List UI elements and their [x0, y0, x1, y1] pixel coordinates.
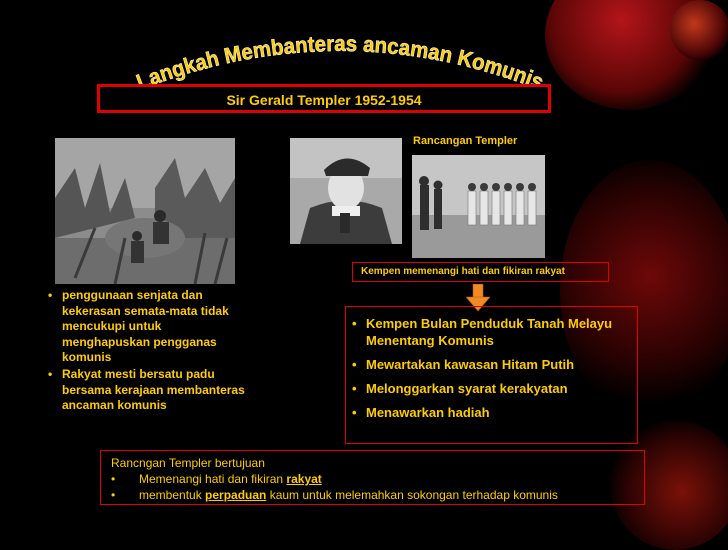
bullet-icon: • [48, 366, 53, 381]
left-bullet-1: penggunaan senjata dan kekerasan semata-mata tidak mencukupi untuk menghapuskan pengganas komunis [62, 288, 229, 365]
campaign-box [352, 262, 609, 282]
right-bullet-4: Menawarkan hadiah [366, 405, 490, 420]
banner-text: Sir Gerald Templer 1952-1954 [226, 92, 422, 108]
rakyat-link[interactable]: rakyat [286, 472, 322, 486]
jungle-soldiers-photo [55, 138, 235, 284]
bullet-icon: • [48, 288, 53, 302]
list-item [352, 380, 633, 397]
campaign-label: Kempen memenangi hati dan fikiran rakyat [361, 266, 565, 277]
goal-item-1-text: Memenangi hati dan fikiran [139, 472, 287, 486]
bullet-icon: • [111, 488, 116, 502]
list-item [352, 315, 633, 349]
goal-heading: Rancngan Templer bertujuan [111, 456, 265, 470]
list-item [48, 288, 248, 366]
bullet-icon: • [352, 316, 357, 331]
left-bullet-list [48, 288, 248, 415]
bullet-icon: • [352, 405, 357, 420]
goal-item-2-prefix: membentuk [139, 488, 206, 502]
bullet-icon: • [111, 472, 116, 486]
list-item [48, 367, 248, 414]
left-bullet-2: Rakyat mesti bersatu padu bersama kerajaan membanteras ancaman komunis [62, 366, 245, 413]
goal-item-2-suffix: kaum untuk melemahkan sokongan terhadap komunis [266, 488, 558, 502]
ornament-small [670, 0, 728, 60]
banner [97, 84, 551, 113]
list-item [352, 356, 633, 373]
photo-label: Rancangan Templer [413, 135, 518, 147]
bullet-icon: • [352, 357, 357, 372]
right-bullet-list [352, 315, 633, 428]
templer-portrait-photo [290, 138, 402, 244]
templer-inspection-photo [412, 155, 545, 258]
list-item [352, 404, 633, 421]
perpaduan-link[interactable]: perpaduan [205, 488, 267, 502]
right-bullet-2: Mewartakan kawasan Hitam Putih [366, 357, 575, 372]
bullet-icon: • [352, 381, 357, 396]
page-title-text: Langkah Membanteras ancaman Komunis [132, 30, 548, 95]
campaign-actions-box [345, 306, 638, 444]
right-bullet-3: Melonggarkan syarat kerakyatan [366, 381, 568, 396]
goal-box [100, 450, 645, 505]
right-bullet-1: Kempen Bulan Penduduk Tanah Melayu Menentang Komunis [366, 316, 613, 348]
